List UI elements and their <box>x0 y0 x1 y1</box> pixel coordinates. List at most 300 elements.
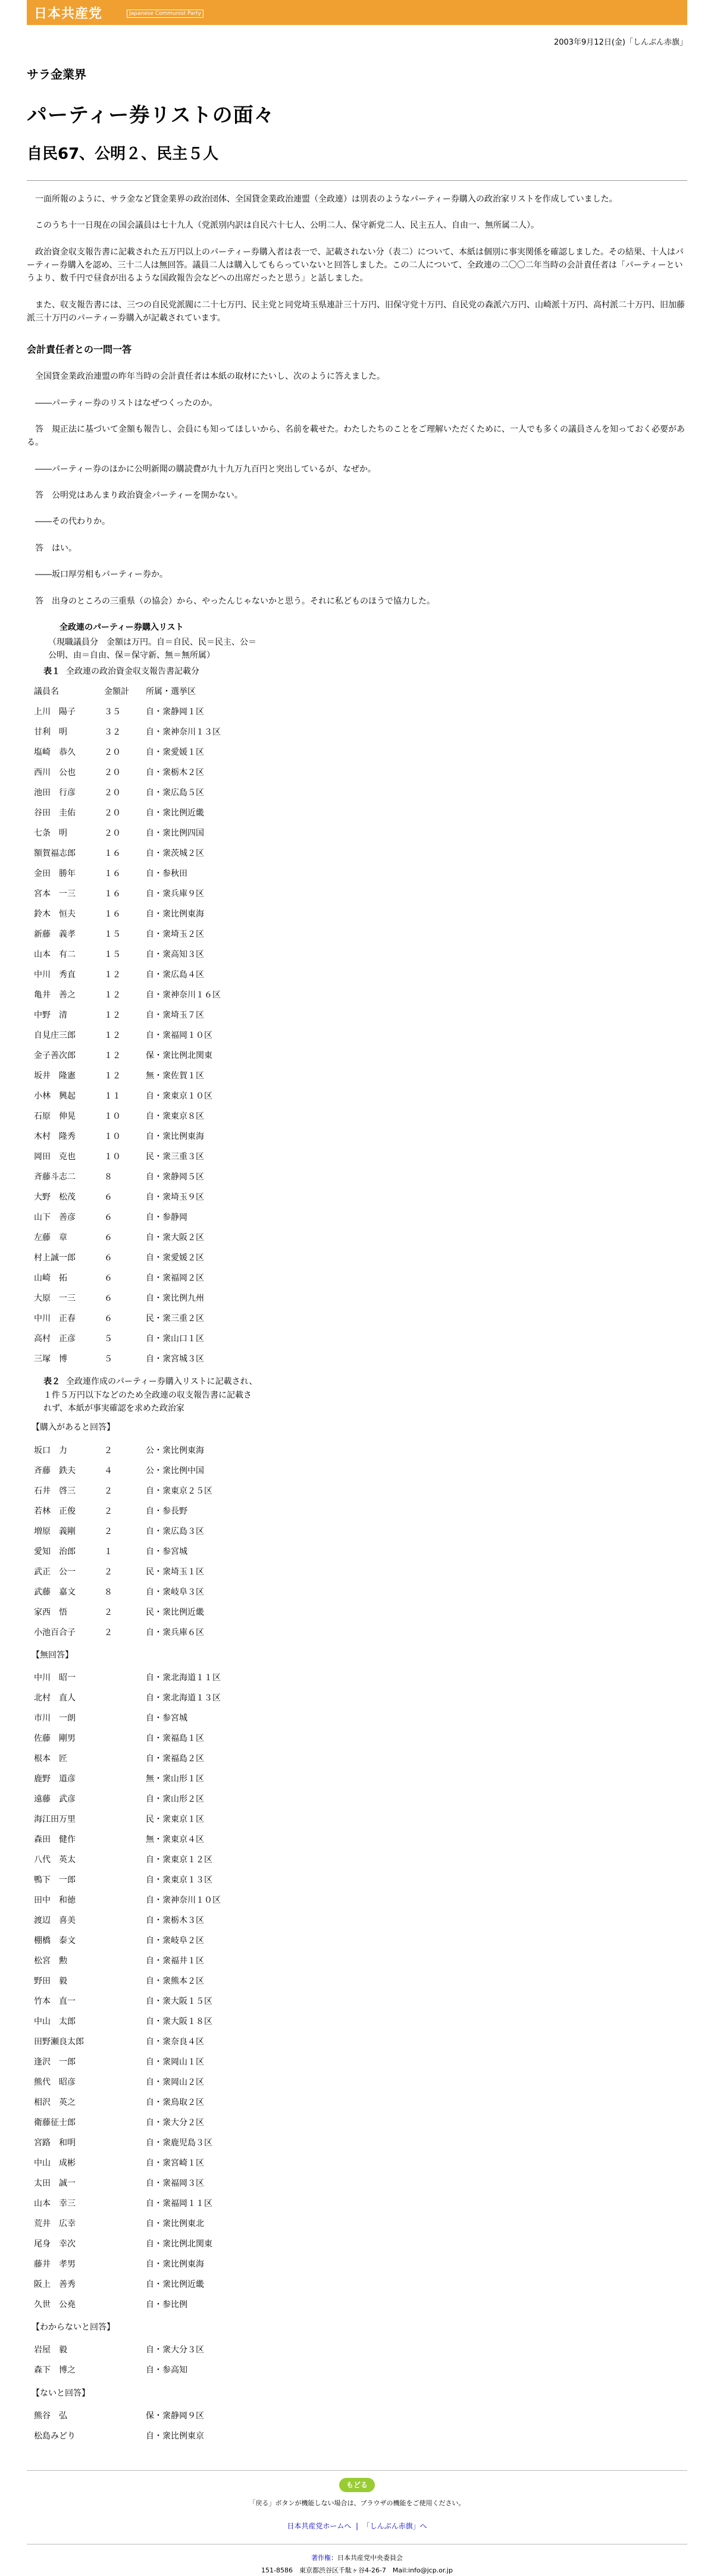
member-affiliation: 自・参静岡 <box>146 1212 187 1222</box>
body-paragraph: また、収支報告書には、三つの自民党派閥に二十七万円、民主党と同党埼玉県連計三十万円、旧保守党十万円、自民党の森派六万円、山崎派十万円、高村派二十万円、旧加藤派三十万円のパーティー券購入が記載されています。 <box>27 300 685 324</box>
member-amount: １２ <box>104 1071 121 1081</box>
table-row <box>32 1147 262 1167</box>
address: 151-8586 東京都渋谷区千駄ヶ谷4-26-7 Mail:info@jcp.or.jp <box>261 2566 453 2575</box>
member-name: 鈴木 恒夫 <box>34 909 76 919</box>
party-logo[interactable]: 日本共産党 <box>34 7 103 21</box>
footer-links: 日本共産党ホームへ | 「しんぶん赤旗」へ <box>287 2521 427 2530</box>
member-name: 小池百合子 <box>34 1627 76 1637</box>
member-affiliation: 自・衆福岡２区 <box>146 1273 204 1283</box>
member-amount <box>102 2052 143 2072</box>
member-affiliation: 自・衆埼玉９区 <box>146 1192 204 1202</box>
member-affiliation: 自・衆高知３区 <box>146 949 204 959</box>
member-name: 根本 匠 <box>34 1753 67 1764</box>
member-name: 渡辺 喜美 <box>34 1915 76 1925</box>
table-row <box>32 1971 262 1991</box>
member-name: 熊代 昭彦 <box>34 2077 76 2087</box>
member-name: 久世 公堯 <box>34 2299 76 2310</box>
member-name: 阪上 善秀 <box>34 2279 76 2289</box>
table2-group <box>32 2340 262 2381</box>
member-name: 中野 清 <box>34 1010 67 1020</box>
member-name: 山下 善彦 <box>34 1212 76 1222</box>
member-affiliation: 自・衆大阪１５区 <box>146 1996 212 2006</box>
member-name: 佐藤 剛男 <box>34 1733 76 1743</box>
member-amount <box>102 2012 143 2032</box>
member-amount: １０ <box>104 1111 121 1121</box>
member-amount <box>102 2153 143 2173</box>
member-name: 熊谷 弘 <box>34 2411 67 2421</box>
member-affiliation: 所属・選挙区 <box>146 686 196 696</box>
table-row <box>32 2234 262 2254</box>
member-affiliation: 自・衆東京８区 <box>146 1111 204 1121</box>
member-affiliation: 自・衆比例東海 <box>146 2259 204 2269</box>
table-row <box>32 2274 262 2295</box>
table-row <box>32 1127 262 1147</box>
qa-line: 答 規正法に基づいて金額も報告し、会員にも知ってほしいから、名前を載せた。わたしたちのことをご理解いただくために、一人でも多くの議員さんを知っておく必要がある。 <box>27 424 685 448</box>
table1-title <box>43 665 258 678</box>
publisher <box>27 2553 687 2564</box>
member-affiliation: 自・衆宮城３区 <box>146 1354 204 1364</box>
member-amount <box>102 1830 143 1850</box>
member-name: 村上誠一郎 <box>34 1253 76 1263</box>
member-name: 太田 誠一 <box>34 2178 76 2188</box>
member-affiliation: 自・衆岐阜２区 <box>146 1935 204 1946</box>
member-affiliation: 自・衆大阪２区 <box>146 1232 204 1242</box>
member-affiliation: 民・衆埼玉１区 <box>146 1567 204 1577</box>
member-affiliation: 自・衆福岡１１区 <box>146 2198 212 2208</box>
member-name: 藤井 孝男 <box>34 2259 76 2269</box>
table-row <box>32 702 262 722</box>
member-affiliation: 自・衆山形２区 <box>146 1794 204 1804</box>
member-amount: ２０ <box>104 787 121 798</box>
member-affiliation: 自・衆埼玉２区 <box>146 929 204 939</box>
link-akahata[interactable]: 「しんぶん赤旗」へ <box>362 2521 427 2530</box>
table-row <box>32 1329 262 1349</box>
member-affiliation: 保・衆静岡９区 <box>146 2411 204 2421</box>
member-amount: １６ <box>104 848 121 858</box>
member-amount: １ <box>104 1546 112 1557</box>
table-row <box>32 1046 262 1066</box>
table-row <box>32 1582 262 1602</box>
member-affiliation: 自・衆比例東海 <box>146 1131 204 1141</box>
member-amount: ６ <box>104 1192 112 1202</box>
member-name: 大原 一三 <box>34 1293 76 1303</box>
member-name: 木村 隆秀 <box>34 1131 76 1141</box>
member-affiliation: 自・衆静岡１区 <box>146 707 204 717</box>
kicker: サラ金業界 <box>27 67 86 81</box>
member-name: 竹本 直一 <box>34 1996 76 2006</box>
table2-group <box>32 2406 262 2446</box>
table-row <box>32 1461 262 1481</box>
table2-title <box>43 1375 258 1415</box>
member-name: 森田 健作 <box>34 1834 76 1844</box>
member-affiliation: 自・衆比例四国 <box>146 828 204 838</box>
member-amount <box>102 1668 143 1688</box>
member-name: 愛知 治郎 <box>34 1546 76 1557</box>
member-name: 鹿野 道彦 <box>34 1774 76 1784</box>
member-name: 石原 伸晃 <box>34 1111 76 1121</box>
member-affiliation: 自・衆神奈川１６区 <box>146 990 221 1000</box>
member-affiliation: 公・衆比例中国 <box>146 1466 204 1476</box>
table-row <box>32 2133 262 2153</box>
table-row <box>32 904 262 924</box>
qa-line: 答 はい。 <box>35 543 77 553</box>
member-affiliation: 自・参秋田 <box>146 868 187 878</box>
list-note: （現職議員分 金額は万円。自＝自民、民＝民主、公＝公明、由＝自由、保＝保守新、無＝無所属） <box>48 638 256 661</box>
table-row <box>32 1228 262 1248</box>
member-name: 中山 太郎 <box>34 2016 76 2026</box>
member-name: 宮本 一三 <box>34 889 76 899</box>
member-affiliation: 自・衆比例九州 <box>146 1293 204 1303</box>
qa-line: ――パーティー券のほかに公明新聞の購読費が九十九万九百円と突出しているが、なぜか。 <box>35 464 376 474</box>
member-amount <box>102 2173 143 2194</box>
table-row <box>32 2173 262 2194</box>
member-name: 高村 正彦 <box>34 1334 76 1344</box>
member-name: 市川 一朗 <box>34 1713 76 1723</box>
member-name: 斉藤斗志二 <box>34 1172 76 1182</box>
table-row <box>32 1749 262 1769</box>
table-row <box>32 2194 262 2214</box>
member-affiliation: 自・衆福岡３区 <box>146 2178 204 2188</box>
table-row <box>32 864 262 884</box>
member-name: 尾身 幸次 <box>34 2239 76 2249</box>
table-row <box>32 843 262 864</box>
member-affiliation: 自・衆福島１区 <box>146 1733 204 1743</box>
member-name: 谷田 圭佑 <box>34 808 76 818</box>
member-name: 自見庄三郎 <box>34 1030 76 1040</box>
table-row <box>32 1668 262 1688</box>
table-row <box>32 1789 262 1809</box>
member-name: 松島みどり <box>34 2431 76 2441</box>
qa-line: ――その代わりか。 <box>35 517 110 527</box>
member-amount <box>102 1870 143 1890</box>
qa-line: ――パーティー券のリストはなぜつくったのか。 <box>35 398 218 408</box>
table-row <box>32 803 262 823</box>
member-amount <box>102 1991 143 2012</box>
member-affiliation: 自・衆東京１２区 <box>146 1855 212 1865</box>
table-row <box>32 1005 262 1025</box>
member-affiliation: 自・衆愛媛２区 <box>146 1253 204 1263</box>
member-name: 上川 陽子 <box>34 707 76 717</box>
member-amount <box>102 2340 143 2361</box>
member-amount: ６ <box>104 1313 112 1323</box>
member-affiliation: 無・衆山形１区 <box>146 1774 204 1784</box>
member-name: 甘利 明 <box>34 727 67 737</box>
member-name: 八代 英太 <box>34 1855 76 1865</box>
member-name: 西川 公也 <box>34 767 76 777</box>
member-amount: ８ <box>104 1587 112 1597</box>
member-name: 小林 興起 <box>34 1091 76 1101</box>
table2-group <box>32 1441 262 1643</box>
member-affiliation: 自・衆比例近畿 <box>146 808 204 818</box>
table-row <box>32 1268 262 1288</box>
table1-caption: 全政連の政治資金収支報告書記載分 <box>66 666 199 676</box>
footer-divider <box>27 2470 687 2471</box>
member-affiliation: 自・衆神奈川１０区 <box>146 1895 221 1905</box>
table-row <box>32 1623 262 1643</box>
table-row <box>32 2214 262 2234</box>
table-row <box>32 2254 262 2274</box>
member-affiliation: 自・衆大阪１８区 <box>146 2016 212 2026</box>
table-row <box>32 2340 262 2361</box>
member-name: 左藤 章 <box>34 1232 67 1242</box>
table-row <box>32 945 262 965</box>
member-affiliation: 自・参宮城 <box>146 1546 187 1557</box>
member-amount: １６ <box>104 868 121 878</box>
table-row <box>32 1521 262 1542</box>
member-name: 坂井 隆憲 <box>34 1071 76 1081</box>
member-name: 塩崎 恭久 <box>34 747 76 757</box>
table-row <box>32 884 262 904</box>
table-row <box>32 742 262 763</box>
table-row <box>32 2072 262 2092</box>
member-amount <box>102 1789 143 1809</box>
table-row <box>32 1688 262 1708</box>
member-affiliation: 自・衆広島３区 <box>146 1526 204 1536</box>
member-amount: １０ <box>104 1131 121 1141</box>
member-amount <box>102 1931 143 1951</box>
member-name: 石井 啓三 <box>34 1486 76 1496</box>
table-row <box>32 924 262 945</box>
member-name: 斉藤 鉄夫 <box>34 1466 76 1476</box>
table-row <box>32 1025 262 1046</box>
member-amount: ２０ <box>104 747 121 757</box>
member-affiliation: 自・衆鹿児島３区 <box>146 2138 212 2148</box>
member-name: 大野 松茂 <box>34 1192 76 1202</box>
member-amount: ５ <box>104 1354 112 1364</box>
member-name: 逢沢 一郎 <box>34 2057 76 2067</box>
member-affiliation: 無・衆東京４区 <box>146 1834 204 1844</box>
member-affiliation: 自・衆宮崎１区 <box>146 2158 204 2168</box>
table-row <box>32 823 262 843</box>
article <box>27 25 687 2576</box>
member-affiliation: 自・衆兵庫９区 <box>146 889 204 899</box>
member-amount: ２０ <box>104 767 121 777</box>
table2-caption: 全政連作成のパーティー券購入リストに記載され、１件５万円以下などのため全政連の収支報告書に記載されず、本紙が事実確認を求めた政治家 <box>43 1377 258 1413</box>
member-amount: １２ <box>104 1030 121 1040</box>
member-amount <box>102 1951 143 1971</box>
member-amount: ６ <box>104 1212 112 1222</box>
member-amount <box>102 2295 143 2315</box>
member-amount <box>102 1708 143 1728</box>
member-amount: ６ <box>104 1232 112 1242</box>
member-amount <box>102 2361 143 2381</box>
table-row <box>32 1708 262 1728</box>
table2 <box>27 1421 687 2446</box>
member-name: 池田 行彦 <box>34 787 76 798</box>
back-note: 「戻る」ボタンが機能しない場合は、ブラウザの機能をご使用ください。 <box>249 2499 465 2507</box>
subhead: 自民67、公明２、民主５人 <box>27 145 219 164</box>
member-affiliation: 公・衆比例東海 <box>146 1445 204 1455</box>
table-row <box>32 1167 262 1187</box>
member-affiliation: 自・衆埼玉７区 <box>146 1010 204 1020</box>
member-affiliation: 自・参宮城 <box>146 1713 187 1723</box>
member-amount <box>102 2254 143 2274</box>
member-amount <box>102 1971 143 1991</box>
member-name: 宮路 和明 <box>34 2138 76 2148</box>
member-amount <box>102 2274 143 2295</box>
member-amount <box>102 1728 143 1749</box>
member-name: 荒井 広幸 <box>34 2219 76 2229</box>
member-amount <box>102 2406 143 2426</box>
table-row <box>32 1910 262 1931</box>
member-amount <box>102 2032 143 2052</box>
publisher-label[interactable]: 著作権 <box>311 2553 331 2562</box>
member-affiliation: 自・参比例 <box>146 2299 187 2310</box>
member-affiliation: 自・衆比例東海 <box>146 909 204 919</box>
member-name: 若林 正俊 <box>34 1506 76 1516</box>
member-amount: １２ <box>104 1050 121 1060</box>
member-amount: ３２ <box>104 727 121 737</box>
member-amount: １５ <box>104 929 121 939</box>
qa-intro: 全国貸金業政治連盟の昨年当時の会計責任者は本紙の取材にたいし、次のように答えました。 <box>35 372 385 382</box>
member-amount <box>102 1850 143 1870</box>
member-amount <box>102 1910 143 1931</box>
qa-line: 答 公明党はあんまり政治資金パーティーを開かない。 <box>35 491 243 501</box>
table-row <box>32 1931 262 1951</box>
table-row <box>32 2092 262 2113</box>
member-amount: ６ <box>104 1253 112 1263</box>
member-amount: １５ <box>104 949 121 959</box>
member-name: 家西 悟 <box>34 1607 67 1617</box>
member-amount: ２０ <box>104 808 121 818</box>
member-affiliation: 自・衆北海道１３区 <box>146 1693 221 1703</box>
member-affiliation: 自・参高知 <box>146 2365 187 2376</box>
member-amount <box>102 2214 143 2234</box>
member-affiliation: 自・衆比例東北 <box>146 2219 204 2229</box>
member-name: 田野瀬良太郎 <box>34 2037 84 2047</box>
table-row <box>32 1602 262 1623</box>
member-affiliation: 自・衆岐阜３区 <box>146 1587 204 1597</box>
member-name: 金子善次郎 <box>34 1050 76 1060</box>
member-affiliation: 自・衆山口１区 <box>146 1334 204 1344</box>
member-affiliation: 民・衆三重３区 <box>146 1151 204 1162</box>
table-row <box>32 1248 262 1268</box>
member-affiliation: 民・衆東京１区 <box>146 1814 204 1824</box>
member-affiliation: 無・衆佐賀１区 <box>146 1071 204 1081</box>
back-button[interactable]: もどる <box>339 2478 375 2492</box>
member-amount <box>102 2113 143 2133</box>
member-name: 野田 毅 <box>34 1976 67 1986</box>
member-name: 武藤 嘉文 <box>34 1587 76 1597</box>
table-row <box>32 2113 262 2133</box>
table-row <box>32 2153 262 2173</box>
member-amount: ２ <box>104 1567 112 1577</box>
member-affiliation: 自・衆奈良４区 <box>146 2037 204 2047</box>
table-row <box>32 2032 262 2052</box>
member-affiliation: 自・衆静岡５区 <box>146 1172 204 1182</box>
member-name: 岩屋 毅 <box>34 2345 67 2355</box>
table2-group <box>32 1668 262 2315</box>
link-home[interactable]: 日本共産党ホームへ <box>287 2521 352 2530</box>
member-affiliation: 自・衆愛媛１区 <box>146 747 204 757</box>
member-affiliation: 自・衆茨城２区 <box>146 848 204 858</box>
member-name: 中山 成彬 <box>34 2158 76 2168</box>
member-amount: ６ <box>104 1293 112 1303</box>
member-name: 衛藤征士郎 <box>34 2117 76 2128</box>
member-amount: ２ <box>104 1607 112 1617</box>
table-row <box>32 965 262 985</box>
member-affiliation: 自・衆岡山１区 <box>146 2057 204 2067</box>
member-amount <box>102 2234 143 2254</box>
member-name: 北村 直人 <box>34 1693 76 1703</box>
publisher-name: ：日本共産党中央委員会 <box>331 2553 403 2562</box>
table1 <box>32 682 262 1369</box>
member-name: 海江田万里 <box>34 1814 76 1824</box>
member-affiliation: 自・衆比例近畿 <box>146 2279 204 2289</box>
member-amount: ３５ <box>104 707 121 717</box>
member-name: 亀井 善之 <box>34 990 76 1000</box>
table-row <box>32 1501 262 1521</box>
member-name: 坂口 力 <box>34 1445 67 1455</box>
member-name: 森下 博之 <box>34 2365 76 2376</box>
table2-group-label: 【わからないと回答】 <box>32 2323 115 2333</box>
table2-group-label: 【ないと回答】 <box>32 2388 90 2398</box>
table-row <box>32 1066 262 1086</box>
table-row <box>32 1106 262 1127</box>
table-row <box>32 2406 262 2426</box>
member-name: 田中 和徳 <box>34 1895 76 1905</box>
table-row <box>32 1562 262 1582</box>
member-amount: ５ <box>104 1334 112 1344</box>
site-banner <box>27 0 687 25</box>
member-affiliation: 自・衆福島２区 <box>146 1753 204 1764</box>
member-affiliation: 自・衆鳥取２区 <box>146 2097 204 2107</box>
table-row <box>32 1086 262 1106</box>
member-name: 鴨下 一郎 <box>34 1875 76 1885</box>
member-affiliation: 自・参長野 <box>146 1506 187 1516</box>
table-row <box>32 1481 262 1501</box>
table2-group-label: 【購入があると回答】 <box>32 1423 115 1433</box>
member-amount <box>102 1749 143 1769</box>
member-affiliation: 自・衆岡山２区 <box>146 2077 204 2087</box>
body-paragraph: このうち十一日現在の国会議員は七十九人（党派別内訳は自民六十七人、公明二人、保守新党二人、民主五人、自由一、無所属二人）。 <box>35 221 539 231</box>
member-affiliation: 自・衆比例東京 <box>146 2431 204 2441</box>
table-row <box>32 1349 262 1369</box>
member-affiliation: 自・衆東京２５区 <box>146 1486 212 1496</box>
table-row <box>32 722 262 742</box>
member-amount <box>102 2426 143 2446</box>
member-affiliation: 自・衆大分２区 <box>146 2117 204 2128</box>
member-affiliation: 自・衆福岡１０区 <box>146 1030 212 1040</box>
member-name: 遠藤 武彦 <box>34 1794 76 1804</box>
member-name: 松宮 勲 <box>34 1956 67 1966</box>
member-affiliation: 民・衆三重２区 <box>146 1313 204 1323</box>
member-name: 額賀福志郎 <box>34 848 76 858</box>
member-affiliation: 自・衆大分３区 <box>146 2345 204 2355</box>
member-amount: ２０ <box>104 828 121 838</box>
table2-group-label: 【無回答】 <box>32 1650 73 1660</box>
member-name: 中川 秀直 <box>34 969 76 980</box>
table-row <box>32 2012 262 2032</box>
member-name: 山本 幸三 <box>34 2198 76 2208</box>
headline: パーティー券リストの面々 <box>27 103 275 127</box>
table-row <box>32 1728 262 1749</box>
member-name: 金田 勝年 <box>34 868 76 878</box>
table-row <box>32 1850 262 1870</box>
table-row <box>32 985 262 1005</box>
member-affiliation: 自・衆東京１０区 <box>146 1091 212 1101</box>
section-title: 会計責任者との一問一答 <box>27 343 132 355</box>
member-amount: １２ <box>104 1010 121 1020</box>
member-amount: ２ <box>104 1526 112 1536</box>
member-name: 議員名 <box>34 686 59 696</box>
list-title: 全政連のパーティー券購入リスト <box>60 623 184 633</box>
member-amount <box>102 1769 143 1789</box>
party-logo-subtitle: Japanese Communist Party <box>127 10 203 18</box>
member-name: 相沢 英之 <box>34 2097 76 2107</box>
member-name: 棚橋 泰文 <box>34 1935 76 1946</box>
table-row <box>32 1870 262 1890</box>
